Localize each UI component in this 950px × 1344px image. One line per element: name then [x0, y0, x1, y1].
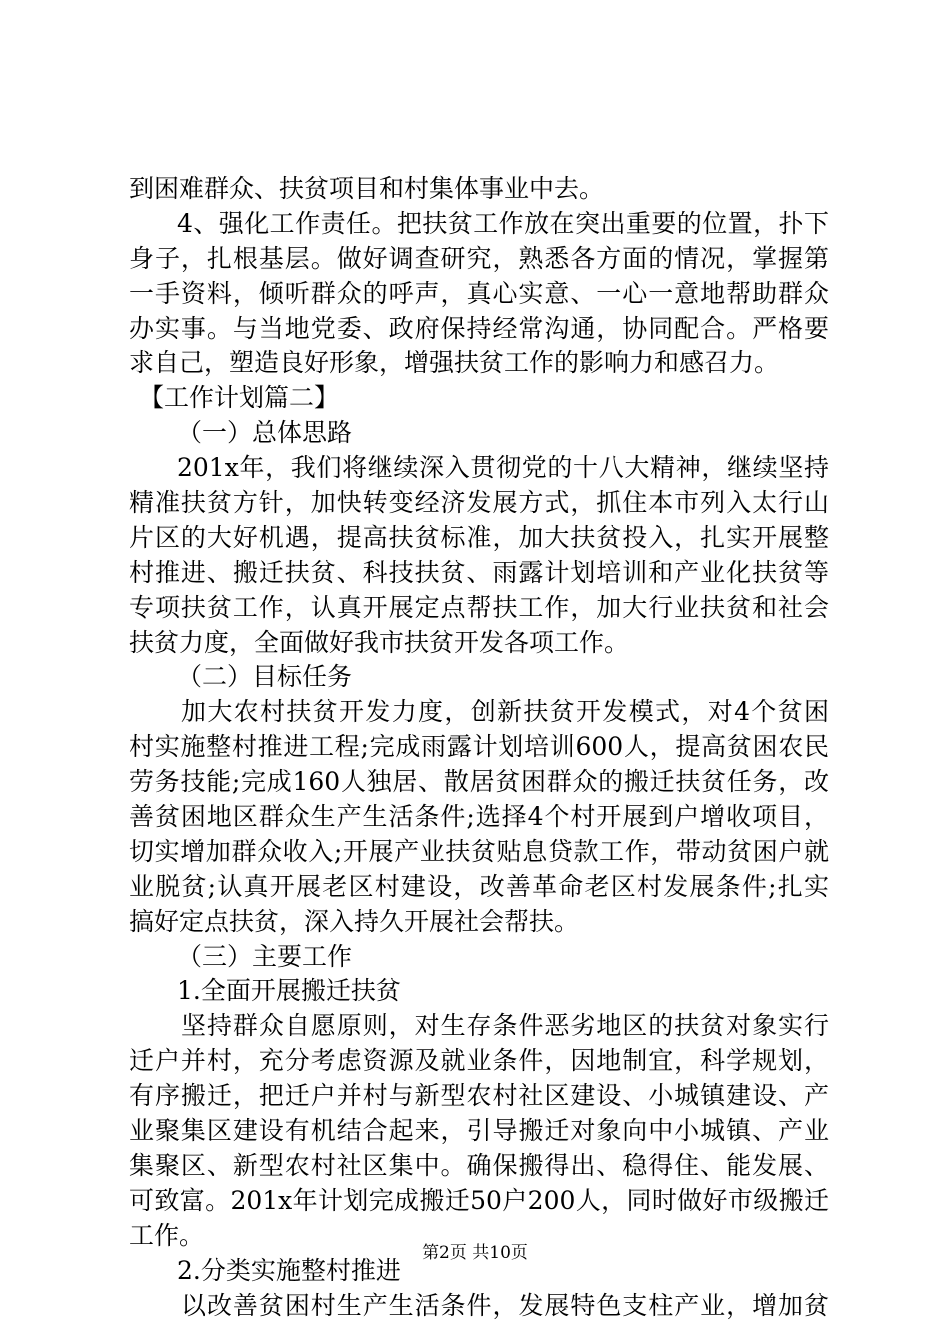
page-footer: 第2页 共10页 [422, 1243, 528, 1263]
text-line: 迁户并村，充分考虑资源及就业条件，因地制宜，科学规划， [129, 1046, 829, 1076]
text-line: 可致富。201x年计划完成搬迁50户200人，同时做好市级搬迁 [129, 1185, 829, 1215]
text-line: 业聚集区建设有机结合起来，引导搬迁对象向中小城镇、产业 [129, 1116, 829, 1146]
text-line: 2.分类实施整村推进 [177, 1255, 401, 1285]
text-line: 搞好定点扶贫，深入持久开展社会帮扶。 [129, 906, 580, 936]
text-line: 村推进、搬迁扶贫、科技扶贫、雨露计划培训和产业化扶贫等 [129, 557, 829, 587]
text-line: 精准扶贫方针，加快转变经济发展方式，抓住本市列入太行山 [129, 488, 829, 518]
text-line: 4、强化工作责任。把扶贫工作放在突出重要的位置，扑下 [177, 208, 829, 238]
text-line: 【工作计划篇二】 [139, 383, 340, 413]
text-line: 业脱贫;认真开展老区村建设，改善革命老区村发展条件;扎实 [129, 871, 829, 901]
text-line: 以改善贫困村生产生活条件，发展特色支柱产业，增加贫 [181, 1290, 829, 1320]
text-line: 求自己，塑造良好形象，增强扶贫工作的影响力和感召力。 [129, 348, 780, 378]
text-line: 加大农村扶贫开发力度，创新扶贫开发模式，对4个贫困 [181, 697, 829, 727]
text-line: 工作。 [129, 1220, 205, 1250]
text-line: 集聚区、新型农村社区集中。确保搬得出、稳得住、能发展、 [129, 1150, 829, 1180]
text-line: 扶贫力度，全面做好我市扶贫开发各项工作。 [129, 627, 630, 657]
text-line: 切实增加群众收入;开展产业扶贫贴息贷款工作，带动贫困户就 [129, 836, 829, 866]
text-line: 善贫困地区群众生产生活条件;选择4个村开展到户增收项目， [129, 802, 829, 832]
text-line: 身子，扎根基层。做好调查研究，熟悉各方面的情况，掌握第 [129, 243, 829, 273]
text-line: 201x年，我们将继续深入贯彻党的十八大精神，继续坚持 [177, 453, 829, 483]
text-line: 有序搬迁，把迁户并村与新型农村社区建设、小城镇建设、产 [129, 1081, 829, 1111]
text-line: 到困难群众、扶贫项目和村集体事业中去。 [129, 174, 605, 203]
text-line: 劳务技能;完成160人独居、散居贫困群众的搬迁扶贫任务，改 [129, 767, 829, 797]
text-line: （二）目标任务 [177, 662, 353, 692]
text-line: 办实事。与当地党委、政府保持经常沟通，协同配合。严格要 [129, 313, 829, 343]
text-line: （三）主要工作 [177, 941, 353, 971]
text-line: 坚持群众自愿原则，对生存条件恶劣地区的扶贫对象实行 [181, 1011, 829, 1041]
document-body [129, 172, 829, 1323]
text-line: 一手资料，倾听群众的呼声，真心实意、一心一意地帮助群众 [129, 278, 829, 308]
text-line: 1.全面开展搬迁扶贫 [177, 976, 401, 1006]
text-line: 片区的大好机遇，提高扶贫标准，加大扶贫投入，扎实开展整 [129, 522, 829, 552]
text-line: （一）总体思路 [177, 418, 353, 448]
text-line: 村实施整村推进工程;完成雨露计划培训600人，提高贫困农民 [129, 732, 829, 762]
text-line: 专项扶贫工作，认真开展定点帮扶工作，加大行业扶贫和社会 [129, 592, 829, 622]
